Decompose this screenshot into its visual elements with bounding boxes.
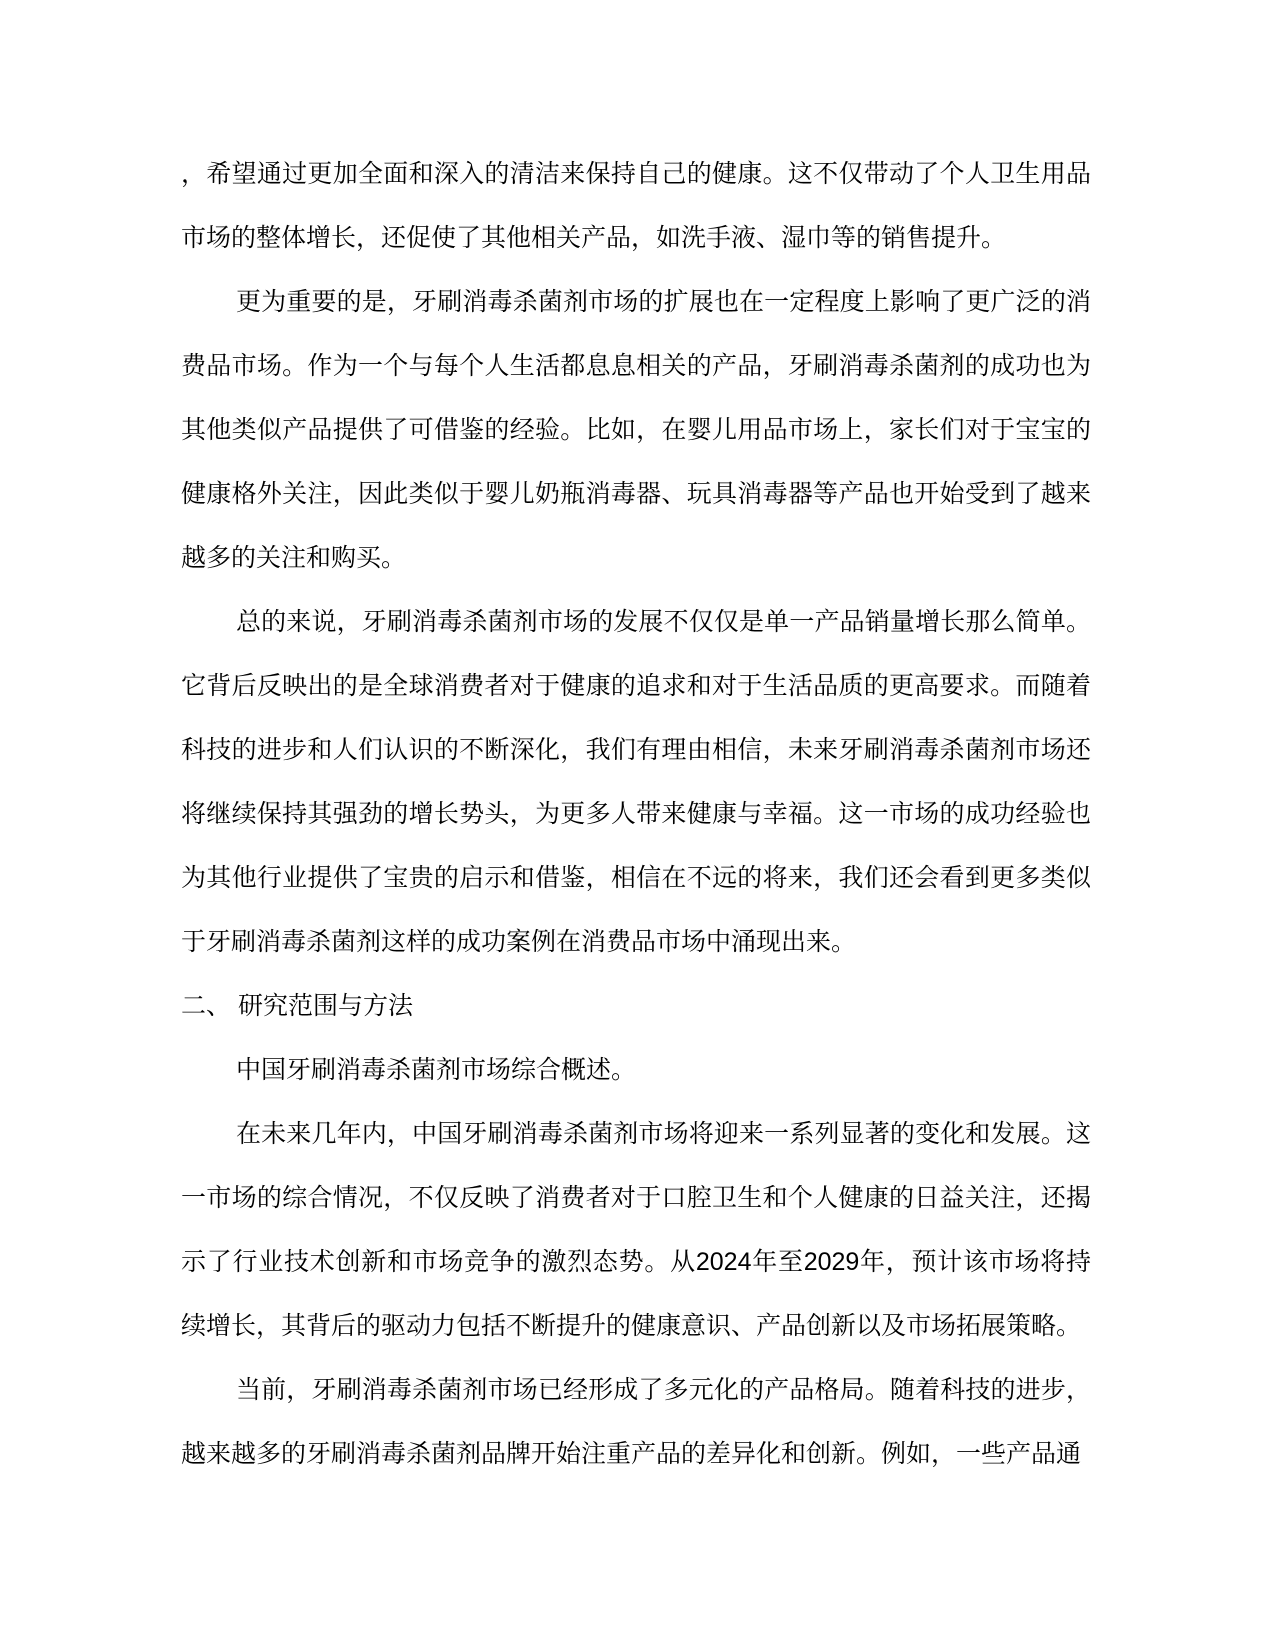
paragraph: 总的来说，牙刷消毒杀菌剂市场的发展不仅仅是单一产品销量增长那么简单。它背后反映出的是全球消费者对于健康的追求和对于生活品质的更高要求。而随着科技的进步和人们认识的不断深化，我们有理由相信，未来牙刷消毒杀菌剂市场还将继续保持其强劲的增长势头，为更多人带来健康与幸福。这一市场的成功经验也为其他行业提供了宝贵的启示和借鉴，相信在不远的将来，我们还会看到更多类似于牙刷消毒杀菌剂这样的成功案例在消费品市场中涌现出来。 bbox=[181, 608, 1091, 956]
paragraph: 更为重要的是，牙刷消毒杀菌剂市场的扩展也在一定程度上影响了更广泛的消费品市场。作为一个与每个人生活都息息相关的产品，牙刷消毒杀菌剂的成功也为其他类似产品提供了可借鉴的经验。比如，在婴儿用品市场上，家长们对于宝宝的健康格外关注，因此类似于婴儿奶瓶消毒器、玩具消毒器等产品也开始受到了越来越多的关注和购买。 bbox=[181, 288, 1091, 572]
paragraph: 在未来几年内，中国牙刷消毒杀菌剂市场将迎来一系列显著的变化和发展。这一市场的综合情况，不仅反映了消费者对于口腔卫生和个人健康的日益关注，还揭示了行业技术创新和市场竞争的激烈态势。从2024年至2029年，预计该市场将持续增长，其背后的驱动力包括不断提升的健康意识、产品创新以及市场拓展策略。 bbox=[181, 1120, 1091, 1340]
section-heading: 二、 研究范围与方法 bbox=[181, 992, 413, 1020]
paragraph: ，希望通过更加全面和深入的清洁来保持自己的健康。这不仅带动了个人卫生用品市场的整体增长，还促使了其他相关产品，如洗手液、湿巾等的销售提升。 bbox=[181, 160, 1091, 252]
document-body bbox=[181, 142, 1091, 1486]
paragraph: 当前，牙刷消毒杀菌剂市场已经形成了多元化的产品格局。随着科技的进步，越来越多的牙刷消毒杀菌剂品牌开始注重产品的差异化和创新。例如，一些产品通 bbox=[181, 1376, 1091, 1468]
paragraph: 中国牙刷消毒杀菌剂市场综合概述。 bbox=[236, 1056, 637, 1084]
